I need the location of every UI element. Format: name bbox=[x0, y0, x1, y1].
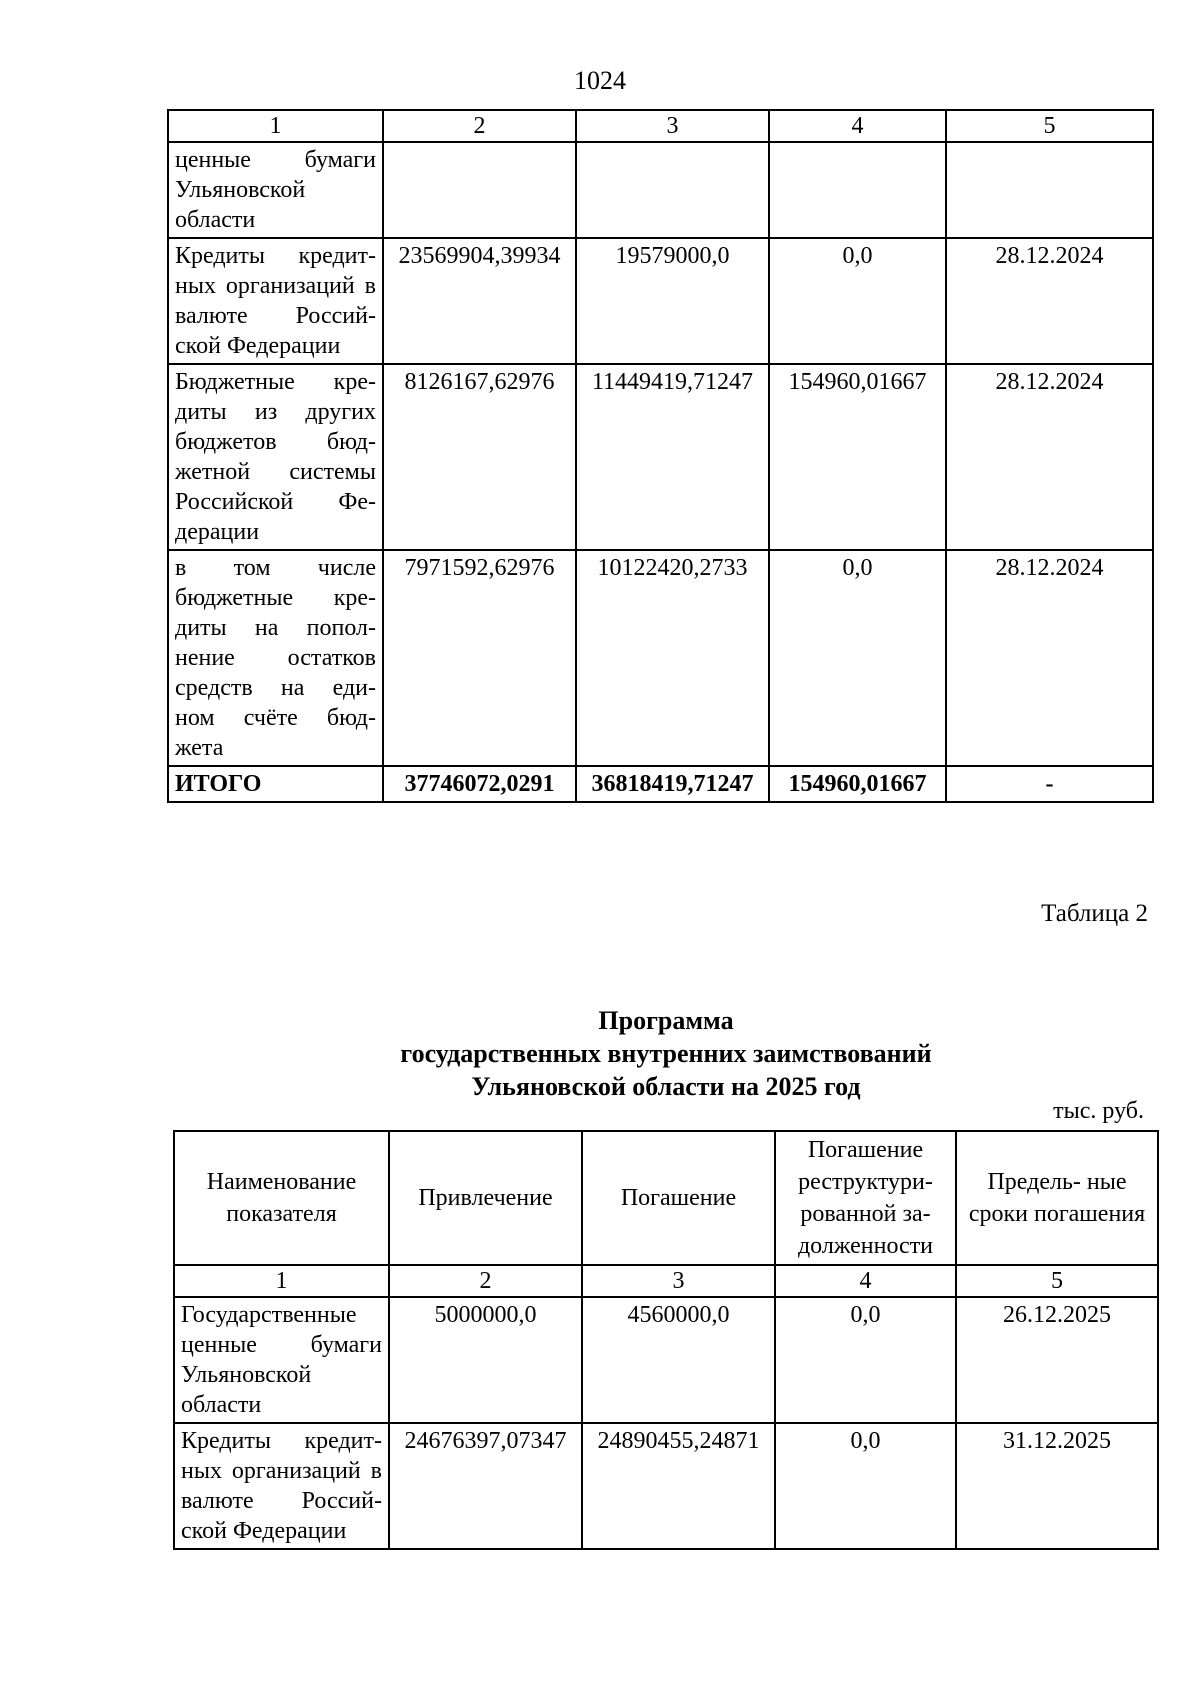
header-repayment: Погашение bbox=[582, 1131, 775, 1265]
program-title-line: Ульяновской области на 2025 год bbox=[471, 1072, 861, 1101]
page-number: 1024 bbox=[574, 66, 626, 95]
header-attraction: Привлечение bbox=[389, 1131, 582, 1265]
total-attraction: 37746072,0291 bbox=[383, 766, 576, 802]
header-name: Наименование показателя bbox=[174, 1131, 389, 1265]
column-number: 2 bbox=[389, 1265, 582, 1297]
header-deadline: Предель- ные сроки погашения bbox=[956, 1131, 1158, 1265]
column-number: 4 bbox=[775, 1265, 956, 1297]
repayment-cell: 11449419,71247 bbox=[576, 364, 769, 550]
column-number-row bbox=[168, 110, 1153, 142]
attraction-cell: 5000000,0 bbox=[389, 1297, 582, 1423]
row-name: Государственные ценные бумаги Ульяновской области bbox=[174, 1297, 389, 1423]
row-name: в том числе бюджетные кре- диты на попол- нение остатков средств на еди- ном счёте бюд- жета bbox=[168, 550, 383, 766]
attraction-cell: 23569904,39934 bbox=[383, 238, 576, 364]
repayment-cell: 10122420,2733 bbox=[576, 550, 769, 766]
deadline-cell: 28.12.2024 bbox=[946, 364, 1153, 550]
row-name: Кредиты кредит- ных организаций в валюте Россий- ской Федерации bbox=[168, 238, 383, 364]
row-name: Кредиты кредит- ных организаций в валюте Россий- ской Федерации bbox=[174, 1423, 389, 1549]
attraction-cell bbox=[383, 142, 576, 238]
column-number: 2 bbox=[383, 110, 576, 142]
column-number: 1 bbox=[174, 1265, 389, 1297]
repayment-cell: 24890455,24871 bbox=[582, 1423, 775, 1549]
deadline-cell: 26.12.2025 bbox=[956, 1297, 1158, 1423]
deadline-cell bbox=[946, 142, 1153, 238]
borrowing-table-2024 bbox=[167, 109, 1154, 803]
table-caption: Таблица 2 bbox=[1041, 900, 1148, 927]
row-name: ценные бумаги Ульяновской области bbox=[168, 142, 383, 238]
row-name: Бюджетные кре- диты из других бюджетов бюд- жетной системы Российской Фе- дерации bbox=[168, 364, 383, 550]
restructured-repayment-cell: 0,0 bbox=[769, 550, 946, 766]
repayment-cell bbox=[576, 142, 769, 238]
total-deadline: - bbox=[946, 766, 1153, 802]
deadline-cell: 31.12.2025 bbox=[956, 1423, 1158, 1549]
attraction-cell: 8126167,62976 bbox=[383, 364, 576, 550]
borrowing-table-2025 bbox=[173, 1130, 1159, 1550]
program-title bbox=[0, 1004, 1200, 1103]
attraction-cell: 7971592,62976 bbox=[383, 550, 576, 766]
table-row bbox=[168, 142, 1153, 238]
total-label: ИТОГО bbox=[168, 766, 383, 802]
table-row bbox=[168, 238, 1153, 364]
total-row bbox=[168, 766, 1153, 802]
program-title-line: государственных внутренних заимствований bbox=[400, 1039, 932, 1068]
repayment-cell: 19579000,0 bbox=[576, 238, 769, 364]
restructured-repayment-cell: 0,0 bbox=[769, 238, 946, 364]
column-number: 5 bbox=[956, 1265, 1158, 1297]
program-title-line: Программа bbox=[598, 1006, 734, 1035]
deadline-cell: 28.12.2024 bbox=[946, 550, 1153, 766]
restructured-repayment-cell: 0,0 bbox=[775, 1423, 956, 1549]
restructured-repayment-cell: 0,0 bbox=[775, 1297, 956, 1423]
deadline-cell: 28.12.2024 bbox=[946, 238, 1153, 364]
restructured-repayment-cell bbox=[769, 142, 946, 238]
column-number: 1 bbox=[168, 110, 383, 142]
total-repayment: 36818419,71247 bbox=[576, 766, 769, 802]
column-number-row bbox=[174, 1265, 1158, 1297]
table-row bbox=[174, 1297, 1158, 1423]
attraction-cell: 24676397,07347 bbox=[389, 1423, 582, 1549]
total-restructured-repayment: 154960,01667 bbox=[769, 766, 946, 802]
table-row bbox=[174, 1423, 1158, 1549]
restructured-repayment-cell: 154960,01667 bbox=[769, 364, 946, 550]
table-row bbox=[168, 364, 1153, 550]
column-number: 3 bbox=[582, 1265, 775, 1297]
repayment-cell: 4560000,0 bbox=[582, 1297, 775, 1423]
header-restructured-repayment: Погашение реструктури- рованной за- долженности bbox=[775, 1131, 956, 1265]
column-number: 5 bbox=[946, 110, 1153, 142]
header-row bbox=[174, 1131, 1158, 1265]
table-row bbox=[168, 550, 1153, 766]
column-number: 3 bbox=[576, 110, 769, 142]
column-number: 4 bbox=[769, 110, 946, 142]
units-label: тыс. руб. bbox=[1053, 1098, 1144, 1124]
